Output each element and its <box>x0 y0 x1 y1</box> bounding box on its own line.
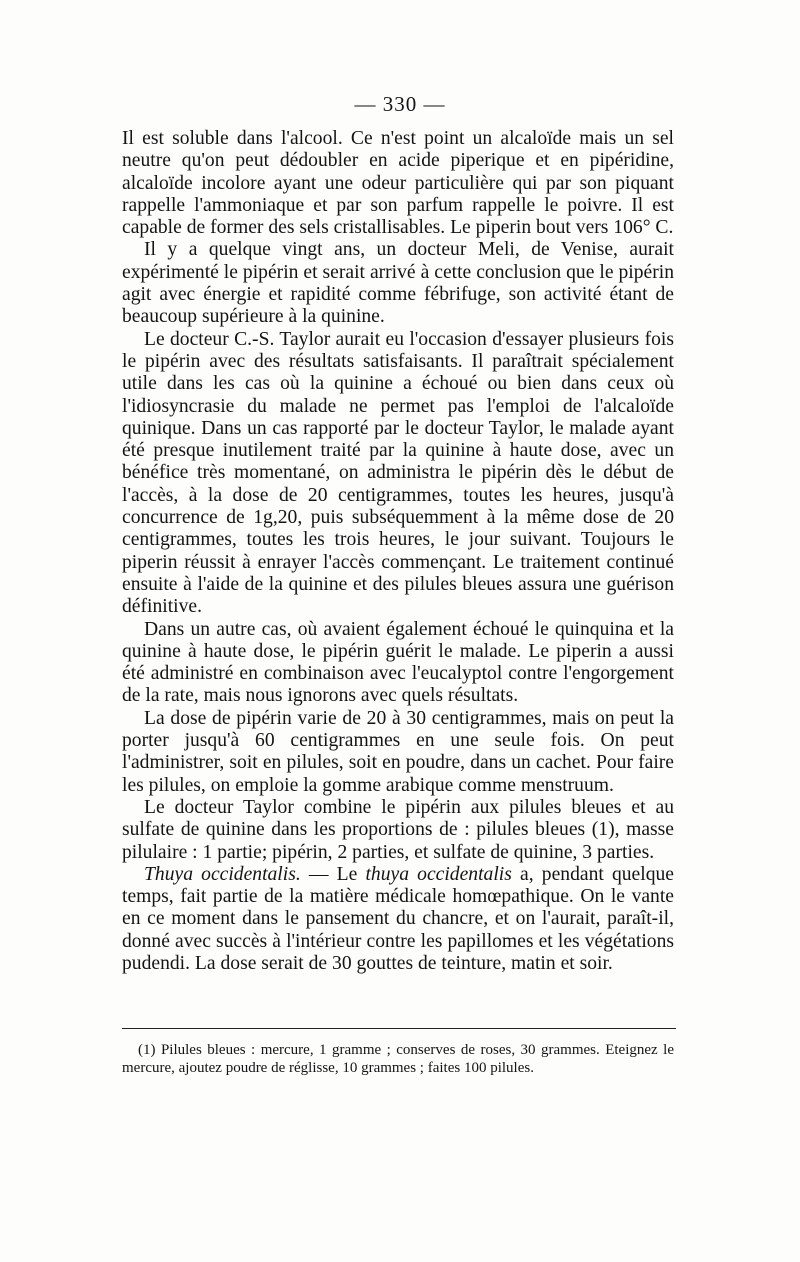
thuya-dash: — Le <box>300 863 366 885</box>
paragraph-taylor-case: Le docteur C.-S. Taylor aurait eu l'occasion d'essayer plusieurs fois le pipérin avec des résultats satisfaisants. Il paraîtrait spécialement utile dans les cas où la quinine a échoué ou bien dans ceux où l'idiosyncrasie du malade ne permet pas l'emploi de l'alcaloïde quinique. Dans un cas rapporté par le docteur Taylor, le malade ayant été presque inutilement traité par la quinine à haute dose, avec un bénéfice très momentané, on administra le pipérin dès le début de l'accès, à la dose de 20 centigrammes, toutes les heures, jusqu'à concurrence de 1g,20, puis subséquemment à la même dose de 20 centigrammes, toutes les trois heures, le jour suivant. Toujours le piperin réussit à enrayer l'accès commençant. Le traitement continué ensuite à l'aide de la quinine et des pilules bleues assura une guérison définitive. <box>122 328 674 618</box>
paragraph-solubility: Il est soluble dans l'alcool. Ce n'est point un alcaloïde mais un sel neutre qu'on peut dédoubler en acide piperique et en pipéridine, alcaloïde incolore ayant une odeur particulière qui par son piquant rappelle l'ammoniaque et par son parfum rappelle le poivre. Il est capable de former des sels cristallisables. Le piperin bout vers 106° C. <box>122 128 674 239</box>
paragraph-dose: La dose de pipérin varie de 20 à 30 centigrammes, mais on peut la porter jusqu'à 60 centigrammes en une seule fois. On peut l'administrer, soit en pilules, soit en poudre, dans un cachet. Pour faire les pilules, on emploie la gomme arabique comme menstruum. <box>122 707 674 796</box>
paragraph-thuya <box>122 864 674 975</box>
paragraph-taylor-combination: Le docteur Taylor combine le pipérin aux pilules bleues et au sulfate de quinine dans les proportions de : pilules bleues (1), masse pilulaire : 1 partie; pipérin, 2 parties, et sulfate de quinine, 3 parties. <box>122 796 674 863</box>
thuya-text: a, pendant quelque temps, fait partie de la matière médicale homœpathique. On le vante en ce moment dans le pansement du chancre, et on l'aurait, paraît-il, donné avec succès à l'intérieur contre les papillomes et les végétations pudendi. La dose serait de 30 gouttes de teinture, matin et soir. <box>122 863 674 974</box>
footnote-divider <box>122 1028 676 1029</box>
thuya-heading: Thuya occidentalis. <box>144 863 301 885</box>
paragraph-second-case: Dans un autre cas, où avaient également échoué le quinquina et la quinine à haute dose, le pipérin guérit le malade. Le piperin a aussi été administré en combinaison avec l'eucalyptol contre l'engorgement de la rate, mais nous ignorons avec quels résultats. <box>122 618 674 707</box>
thuya-name: thuya occidentalis <box>365 863 512 885</box>
main-text <box>122 128 674 975</box>
paragraph-meli: Il y a quelque vingt ans, un docteur Meli, de Venise, aurait expérimenté le pipérin et serait arrivé à cette conclusion que le pipérin agit avec énergie et rapidité comme fébrifuge, son activité étant de beaucoup supérieure à la quinine. <box>122 239 674 328</box>
page-number: — 330 — <box>354 92 446 116</box>
footnote: (1) Pilules bleues : mercure, 1 gramme ; conserves de roses, 30 grammes. Eteignez le mercure, ajoutez poudre de réglisse, 10 grammes ; faites 100 pilules. <box>122 1042 674 1076</box>
